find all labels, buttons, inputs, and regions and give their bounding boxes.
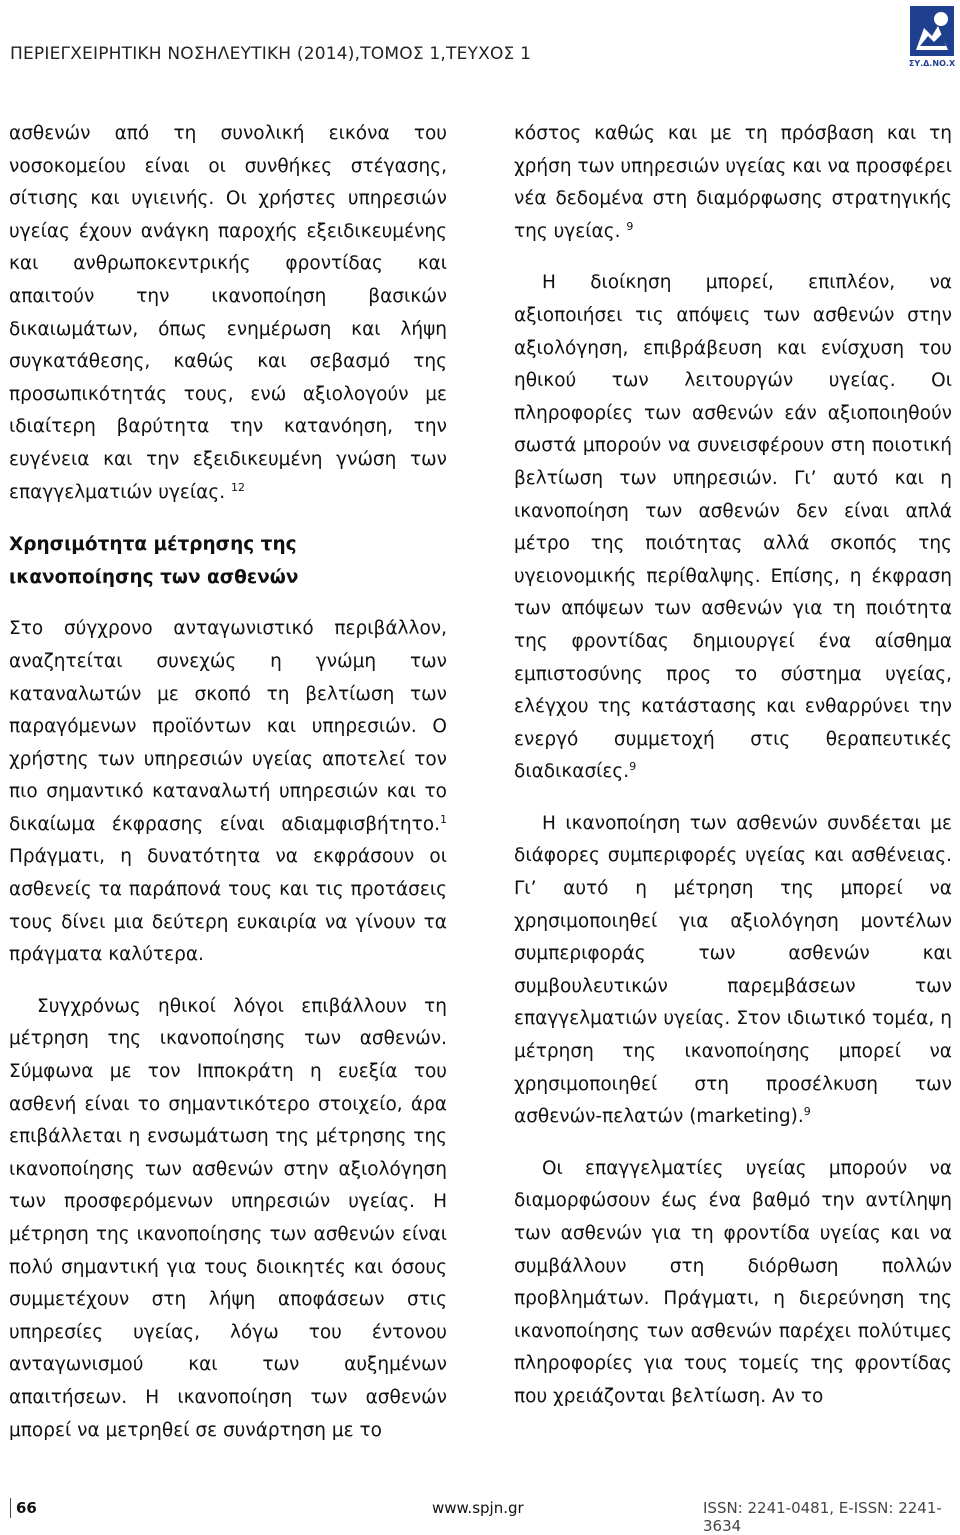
page-number: 66 [16,1499,37,1517]
paragraph: Συγχρόνως ηθικοί λόγοι επιβάλλουν τη μέτρηση της ικανοποίησης των ασθενών. Σύμφωνα με τον Ιπποκράτη η ευεξία του ασθενή είναι το σημαντικότερο στοιχείο, άρα επιβάλλεται η ενσωμάτωση της μέτρησης της ικανοποίησης των ασθενών στην αξιολόγηση των προσφερόμενων υπηρεσιών υγείας. Η μέτρηση της ικανοποίησης των ασθενών είναι πολύ σημαντική για τους διοικητές και όσους συμμετέχουν στη λήψη αποφάσεων στις υπηρεσίες υγείας, λόγω του έντονου ανταγωνισμού και των αυξημένων απαιτήσεων. Η ικανοποίηση των ασθενών μπορεί να μετρηθεί σε συνάρτηση με το [9,995,447,1441]
issn-text: ISSN: 2241-0481, E-ISSN: 2241-3634 [703,1499,942,1535]
footer-divider [10,1498,11,1518]
svg-text:ΣΥ.Δ.ΝΟ.Χ: ΣΥ.Δ.ΝΟ.Χ [908,59,956,68]
paragraph: Η διοίκηση μπορεί, επιπλέον, να αξιοποιήσει τις απόψεις των ασθενών στην αξιολόγηση, επιβράβευση και ενίσχυση του ηθικού των λειτουργών υγείας. Οι πληροφορίες των ασθενών εάν αξιοποιηθούν σωστά μπορούν να συνεισφέρουν στη ποιοτική βελτίωση των υπηρεσιών. Γι’ αυτό και η ικανοποίηση των ασθενών δεν είναι απλά μέτρο της ποιότητας αλλά σκοπός της υγειονομικής περίθαλψης. Επίσης, η έκφραση των απόψεων των ασθενών για τη ποιότητα της φροντίδας δημιουργεί ένα αίσθημα εμπιστοσύνης προς το σύστημα υγείας, ελέγχου της κατάστασης και ενθαρρύνει την ενεργό συμμετοχή στις θεραπευτικές διαδικασίες.$^9$ [514,272,952,783]
paragraph: Στο σύγχρονο ανταγωνιστικό περιβάλλον, αναζητείται συνεχώς η γνώμη των καταναλωτών με σκοπό τη βελτίωση των παραγόμενων προϊόντων και υπηρεσιών. Ο χρήστης των υπηρεσιών υγείας αποτελεί τον πιο σημαντικό καταναλωτή υπηρεσιών και το δικαίωμα έκφρασης είναι αδιαμφισβήτητο.$^1$ Πράγματι, η δυνατότητα να εκφράσουν οι ασθενείς τα παράπονά τους και τις προτάσεις τους δίνει μια δεύτερη ευκαιρία να γίνουν τα πράγματα καλύτερα. [9,618,447,966]
paragraph: Η ικανοποίηση των ασθενών συνδέεται με διάφορες συμπεριφορές υγείας και ασθένειας. Γι’ αυτό η μέτρηση της μπορεί να χρησιμοποιηθεί για αξιολόγηση μοντέλων συμπεριφοράς των ασθενών και συμβουλευτικών παρεμβάσεων των επαγγελματιών υγείας. Στον ιδιωτικό τομέα, η μέτρηση της ικανοποίησης μπορεί να χρησιμοποιηθεί στη προσέλκυση των ασθενών-πελατών (marketing).$^9$ [514,812,952,1128]
section-heading: Χρησιμότητα μέτρησης της ικανοποίησης των ασθενών [9,534,299,588]
citation-ref: 9 [803,1105,811,1119]
paragraph: ασθενών από τη συνολική εικόνα του νοσοκομείου είναι οι συνθήκες στέγασης, σίτισης και υγιεινής. Οι χρήστες υπηρεσιών υγείας έχουν ανάγκη παροχής εξειδικευμένης και ανθρωποκεντρικής φροντίδας και απαιτούν την ικανοποίηση βασικών δικαιωμάτων, όπως ενημέρωση και λήψη συγκατάθεσης, καθώς και σεβασμό της προσωπικότητάς τους, ενώ αξιολογούν με ιδιαίτερη βαρύτητα την κατανόηση, την ευγένεια και την εξειδικευμένη γνώση των επαγγελματιών υγείας. $^{12}$ [9,123,447,503]
citation-ref: 9 [626,219,634,233]
running-header: ΠΕΡΙΕΓΧΕΙΡΗΤΙΚΗ ΝΟΣΗΛΕΥΤΙΚΗ (2014),ΤΟΜΟΣ 1,ΤΕΥΧΟΣ 1 [10,44,532,64]
citation-ref: 1 [440,812,447,826]
journal-website[interactable]: www.spjn.gr [432,1499,524,1517]
right-column [514,118,952,1414]
paragraph: κόστος καθώς και με τη πρόσβαση και τη χρήση των υπηρεσιών υγείας και να προσφέρει νέα δεδομένα στη διαμόρφωσης στρατηγικής της υγείας. $^9$ [514,123,952,242]
citation-ref: 12 [230,480,245,494]
paragraph: Οι επαγγελματίες υγείας μπορούν να διαμορφώσουν έως ένα βαθμό την αντίληψη των ασθενών για τη φροντίδα υγείας και να συμβάλλουν στη διόρθωση πολλών προβλημάτων. Πράγματι, η διερεύνηση της ικανοποίησης των ασθενών παρέχει πολύτιμες πληροφορίες για τους τομείς της φροντίδας που χρειάζονται βελτίωση. Αν το [514,1157,952,1407]
page-footer [0,1496,960,1535]
citation-ref: 9 [629,760,637,774]
left-column [9,118,447,1447]
society-logo [908,6,956,68]
